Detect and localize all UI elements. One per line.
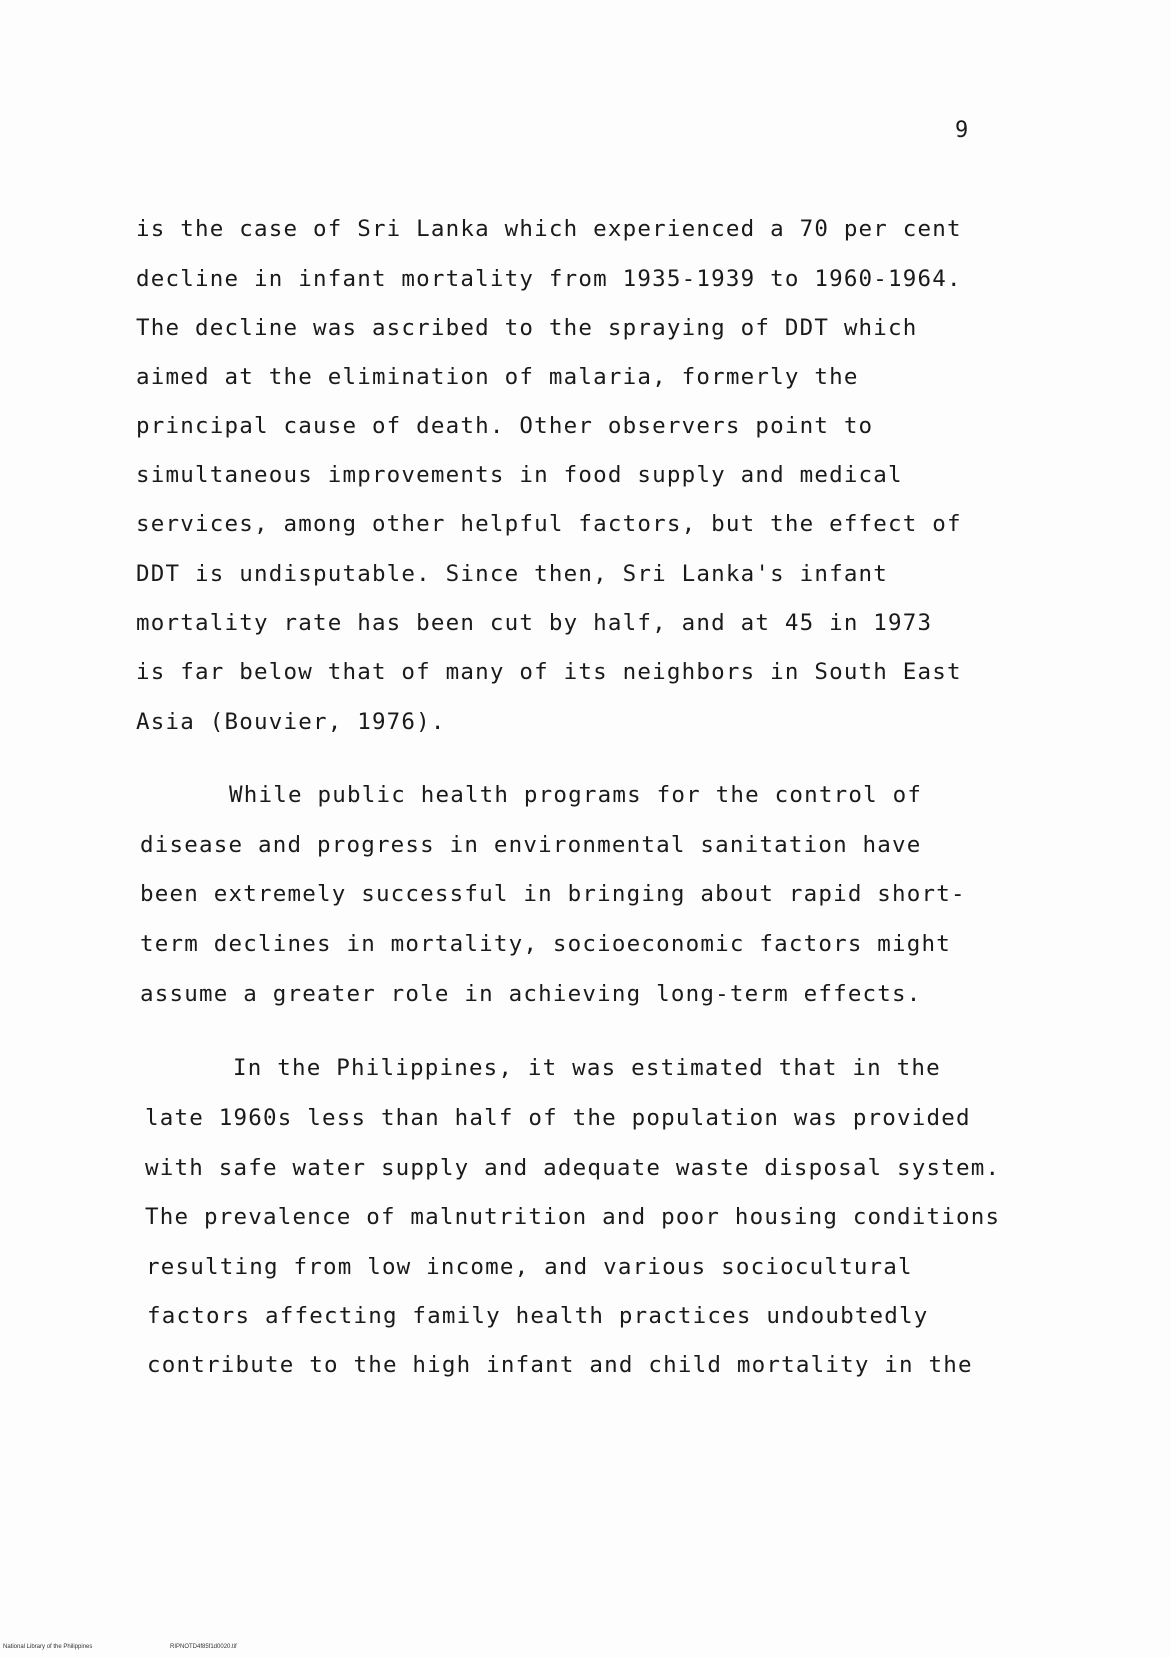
text-line: decline in infant mortality from 1935-1939 to 1960-1964. [136, 266, 962, 292]
text-line: is the case of Sri Lanka which experienced a 70 per cent [136, 216, 962, 242]
text-line: is far below that of many of its neighbors in South East [136, 659, 962, 685]
text-line: been extremely successful in bringing about rapid short- [140, 881, 966, 907]
text-line: The decline was ascribed to the spraying of DDT which [136, 315, 918, 341]
footer-library: National Library of the Philippines [3, 1644, 93, 1650]
text-line: DDT is undisputable. Since then, Sri Lanka's infant [136, 561, 889, 587]
text-line: mortality rate has been cut by half, and at 45 in 1973 [136, 610, 933, 636]
text-line: services, among other helpful factors, but the effect of [136, 511, 962, 537]
text-line: principal cause of death. Other observers point to [136, 413, 874, 439]
text-line: term declines in mortality, socioeconomic factors might [140, 931, 952, 957]
text-line: contribute to the high infant and child mortality in the [147, 1352, 973, 1378]
text-line: simultaneous improvements in food supply and medical [136, 462, 903, 488]
text-line: Asia (Bouvier, 1976). [136, 709, 446, 735]
page-number: 9 [955, 118, 970, 143]
text-line: While public health programs for the control of [229, 782, 923, 808]
text-line: late 1960s less than half of the population was provided [145, 1105, 971, 1131]
text-line: assume a greater role in achieving long-term effects. [140, 981, 922, 1007]
text-line: with safe water supply and adequate waste disposal system. [145, 1155, 1001, 1181]
text-line: The prevalence of malnutrition and poor housing conditions [145, 1204, 1001, 1230]
text-line: aimed at the elimination of malaria, formerly the [136, 364, 859, 390]
text-line: disease and progress in environmental sanitation have [140, 832, 922, 858]
text-line: resulting from low income, and various sociocultural [146, 1254, 913, 1280]
text-line: factors affecting family health practices undoubtedly [147, 1303, 929, 1329]
footer-filename: RIPNOTD4f85f1d0020.tif [170, 1644, 237, 1650]
text-line: In the Philippines, it was estimated that in the [233, 1055, 941, 1081]
